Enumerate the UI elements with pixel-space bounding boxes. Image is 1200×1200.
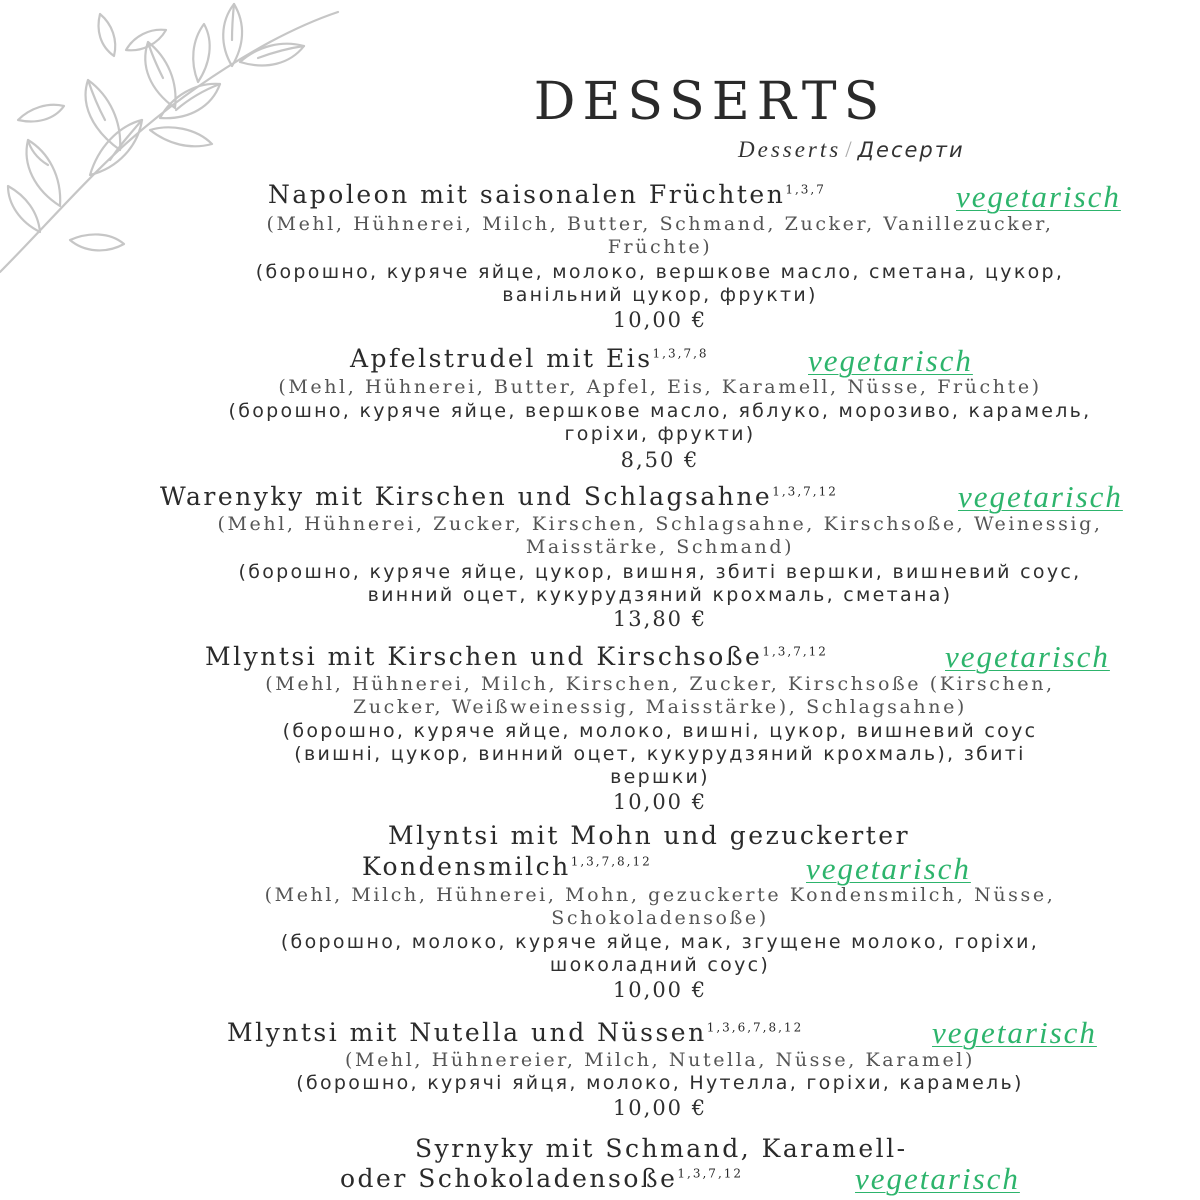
ingredients-uk: (борошно, курячі яйця, молоко, Нутелла, горіхи, карамель) <box>296 1072 1024 1094</box>
ingredients-de: (Mehl, Hühnerei, Zucker, Kirschen, Schlagsahne, Kirschsoße, Weinessig, <box>217 513 1103 535</box>
ingredients-uk: шоколадний соус) <box>549 954 771 976</box>
item-name: Apfelstrudel mit Eis$^{1,3,7,8}$ <box>350 344 709 373</box>
ingredients-de: (Mehl, Milch, Hühnerei, Mohn, gezuckerte Kondensmilch, Nüsse, <box>264 884 1056 906</box>
ingredients-uk: (борошно, куряче яйце, молоко, вишні, цукор, вишневий соус <box>282 720 1038 742</box>
subtitle-german: Desserts <box>738 137 842 162</box>
ingredients-de: (Mehl, Hühnereier, Milch, Nutella, Nüsse, Karamel) <box>345 1049 975 1071</box>
page-title: DESSERTS <box>533 72 887 132</box>
item-name: Syrnyky mit Schmand, Karamell- <box>415 1134 908 1163</box>
vegetarian-tag: vegetarisch <box>932 1015 1097 1050</box>
subtitle-ukrainian: Десерти <box>857 138 965 162</box>
ingredients-de: (Mehl, Hühnerei, Milch, Kirschen, Zucker, Kirschsoße (Kirschen, <box>265 673 1055 695</box>
vegetarian-tag: vegetarisch <box>958 479 1123 514</box>
allergen-codes: 1,3,7 <box>785 182 826 197</box>
ingredients-uk: ванільний цукор, фрукти) <box>502 284 818 306</box>
price: 10,00 € <box>612 308 708 332</box>
ingredients-de: Maisstärke, Schmand) <box>525 536 795 558</box>
allergen-codes: 1,3,7,12 <box>677 1166 744 1181</box>
ingredients-uk: винний оцет, кукурудзяний крохмаль, сметана) <box>367 584 953 606</box>
price: 8,50 € <box>620 448 700 472</box>
ingredients-uk: (борошно, куряче яйце, вершкове масло, яблуко, морозиво, карамель, <box>228 400 1092 422</box>
item-name: Napoleon mit saisonalen Früchten$^{1,3,7}$ <box>268 180 826 209</box>
vegetarian-tag: vegetarisch <box>945 639 1110 674</box>
item-name: Warenyky mit Kirschen und Schlagsahne$^{1,3,7,12}$ <box>160 482 838 511</box>
price: 10,00 € <box>612 1096 708 1120</box>
page-subtitle <box>738 134 965 166</box>
item-name: oder Schokoladensoße$^{1,3,7,12}$ <box>340 1164 744 1193</box>
vegetarian-tag: vegetarisch <box>855 1161 1020 1196</box>
ingredients-uk: (борошно, куряче яйце, молоко, вершкове масло, сметана, цукор, <box>255 261 1065 283</box>
ingredients-de: Zucker, Weißweinessig, Maisstärke), Schlagsahne) <box>353 696 967 718</box>
price: 10,00 € <box>612 978 708 1002</box>
ingredients-uk: горіхи, фрукти) <box>564 423 756 445</box>
price: 10,00 € <box>612 790 708 814</box>
allergen-codes: 1,3,7,8,12 <box>570 854 652 869</box>
ingredients-de: (Mehl, Hühnerei, Butter, Apfel, Eis, Karamell, Nüsse, Früchte) <box>278 376 1042 398</box>
allergen-codes: 1,3,6,7,8,12 <box>706 1020 804 1035</box>
vegetarian-tag: vegetarisch <box>806 851 971 886</box>
allergen-codes: 1,3,7,8 <box>652 346 709 361</box>
vegetarian-tag: vegetarisch <box>808 343 973 378</box>
subtitle-separator: / <box>845 137 854 162</box>
ingredients-de: Schokoladensoße) <box>551 907 769 929</box>
ingredients-uk: (вишні, цукор, винний оцет, кукурудзяний крохмаль), збиті <box>294 743 1026 765</box>
ingredients-uk: (борошно, куряче яйце, цукор, вишня, збиті вершки, вишневий соус, <box>238 561 1082 583</box>
item-name: Mlyntsi mit Mohn und gezuckerter <box>388 821 911 850</box>
ingredients-de: Früchte) <box>607 236 713 258</box>
ingredients-de: (Mehl, Hühnerei, Milch, Butter, Schmand, Zucker, Vanillezucker, <box>266 213 1054 235</box>
ingredients-uk: (борошно, молоко, куряче яйце, мак, згущене молоко, горіхи, <box>280 931 1040 953</box>
allergen-codes: 1,3,7,12 <box>762 644 828 659</box>
item-name: Kondensmilch$^{1,3,7,8,12}$ <box>362 852 652 881</box>
item-name: Mlyntsi mit Nutella und Nüssen$^{1,3,6,7,8,12}$ <box>227 1018 804 1047</box>
ingredients-uk: вершки) <box>610 766 710 788</box>
price: 13,80 € <box>612 607 708 631</box>
vegetarian-tag: vegetarisch <box>956 179 1121 214</box>
item-name: Mlyntsi mit Kirschen und Kirschsoße$^{1,3,7,12}$ <box>205 642 828 671</box>
allergen-codes: 1,3,7,12 <box>772 484 838 499</box>
